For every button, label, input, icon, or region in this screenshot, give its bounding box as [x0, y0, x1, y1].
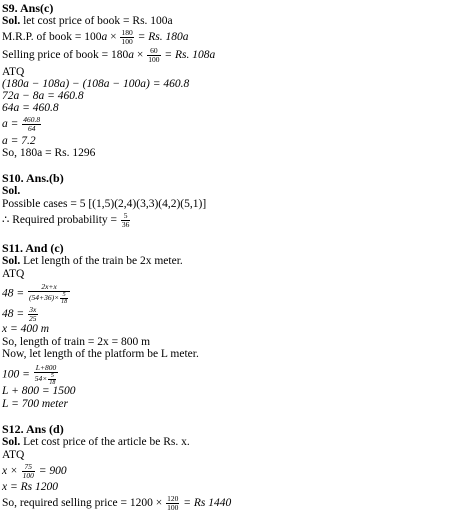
s9-line-3: Selling price of book = 180a × $\frac{60}{100}$ = Rs. 108a [2, 46, 216, 64]
s9-line-9: So, 180a = Rs. 1296 [2, 147, 96, 159]
s9-heading: S9. Ans(c) [2, 1, 54, 15]
s11-line-2: 48 = 2x+x (54+36)× $\frac{5}{18}$ [2, 283, 71, 305]
s12-atq: ATQ [2, 449, 25, 461]
s9-line-2: M.R.P. of book = 100a × $\frac{180}{100}$ = Rs. 180a [2, 28, 189, 46]
s11-heading: S11. And (c) [2, 241, 64, 255]
s10-line-2: ∴ Required probability = $\frac{5}{36}$ [2, 211, 130, 229]
s11-atq: ATQ [2, 268, 25, 280]
s12-l2-fraction: $\frac{75}{100}$ [22, 462, 34, 480]
s12-l4-fraction: $\frac{120}{100}$ [167, 494, 179, 512]
s10-line-1: Possible cases = 5 [(1,5)(2,4)(3,3)(4,2)(5,1)] [2, 198, 207, 210]
s12-line-1: Sol. Let cost price of the article be Rs. x. [2, 436, 190, 448]
s11-sol-label: Sol. [2, 255, 21, 267]
s9-l3-fraction: $\frac{60}{100}$ [148, 46, 160, 64]
s9-line-7: a = $\frac{460.8}{64}$ [2, 115, 41, 133]
s9-l2-pre: M.R.P. of book = 100 [2, 31, 102, 44]
s10-l2-fraction: $\frac{5}{36}$ [121, 211, 130, 229]
s9-l7-fraction: $\frac{460.8}{64}$ [23, 115, 41, 133]
s11-line-1: Sol. Let length of the train be 2x meter. [2, 255, 183, 267]
s9-l2-result: = Rs. 180a [134, 31, 189, 44]
s12-line-2: x × $\frac{75}{100}$ = 900 [2, 462, 67, 480]
s11-line-8: L + 800 = 1500 [2, 385, 76, 397]
s11-l7-fraction: L+800 54× $\frac{5}{18}$ [34, 364, 59, 386]
s10-heading: S10. Ans.(b) [2, 171, 64, 185]
s11-l2-fraction: 2x+x (54+36)× $\frac{5}{18}$ [28, 283, 70, 305]
s12-line-3: x = Rs 1200 [2, 481, 58, 493]
s9-sol-label: Sol. [2, 15, 21, 27]
s11-line-6: Now, let length of the platform be L meter. [2, 348, 199, 360]
s9-l1-text: let cost price of book = Rs. 100a [20, 15, 173, 27]
s11-line-3: 48 = $\frac{3x}{25}$ [2, 305, 37, 323]
s9-line-8: a = 7.2 [2, 135, 36, 147]
s11-line-5: So, length of train = 2x = 800 m [2, 336, 151, 348]
s10-sol-label: Sol. [2, 185, 21, 197]
s12-heading: S12. Ans (d) [2, 422, 64, 436]
s9-line-4: (180a − 108a) − (108a − 100a) = 460.8 [2, 78, 190, 90]
s9-l3-pre: Selling price of book = 180 [2, 49, 129, 62]
s11-line-9: L = 700 meter [2, 398, 69, 410]
s11-line-4: x = 400 m [2, 323, 50, 335]
s9-l2-fraction: $\frac{180}{100}$ [121, 28, 133, 46]
s9-line-1 [2, 15, 173, 28]
s9-atq: ATQ [2, 66, 25, 78]
s12-sol-label: Sol. [2, 436, 21, 448]
s12-line-4: So, required selling price = 1200 × $\frac{120}{100}$ = Rs 1440 [2, 494, 232, 512]
s9-l3-result: = Rs. 108a [161, 49, 216, 62]
s11-line-7: 100 = L+800 54× $\frac{5}{18}$ [2, 364, 59, 386]
s11-l3-fraction: $\frac{3x}{25}$ [29, 305, 37, 323]
s9-line-5: 72a − 8a = 460.8 [2, 90, 84, 102]
s9-line-6: 64a = 460.8 [2, 102, 59, 114]
